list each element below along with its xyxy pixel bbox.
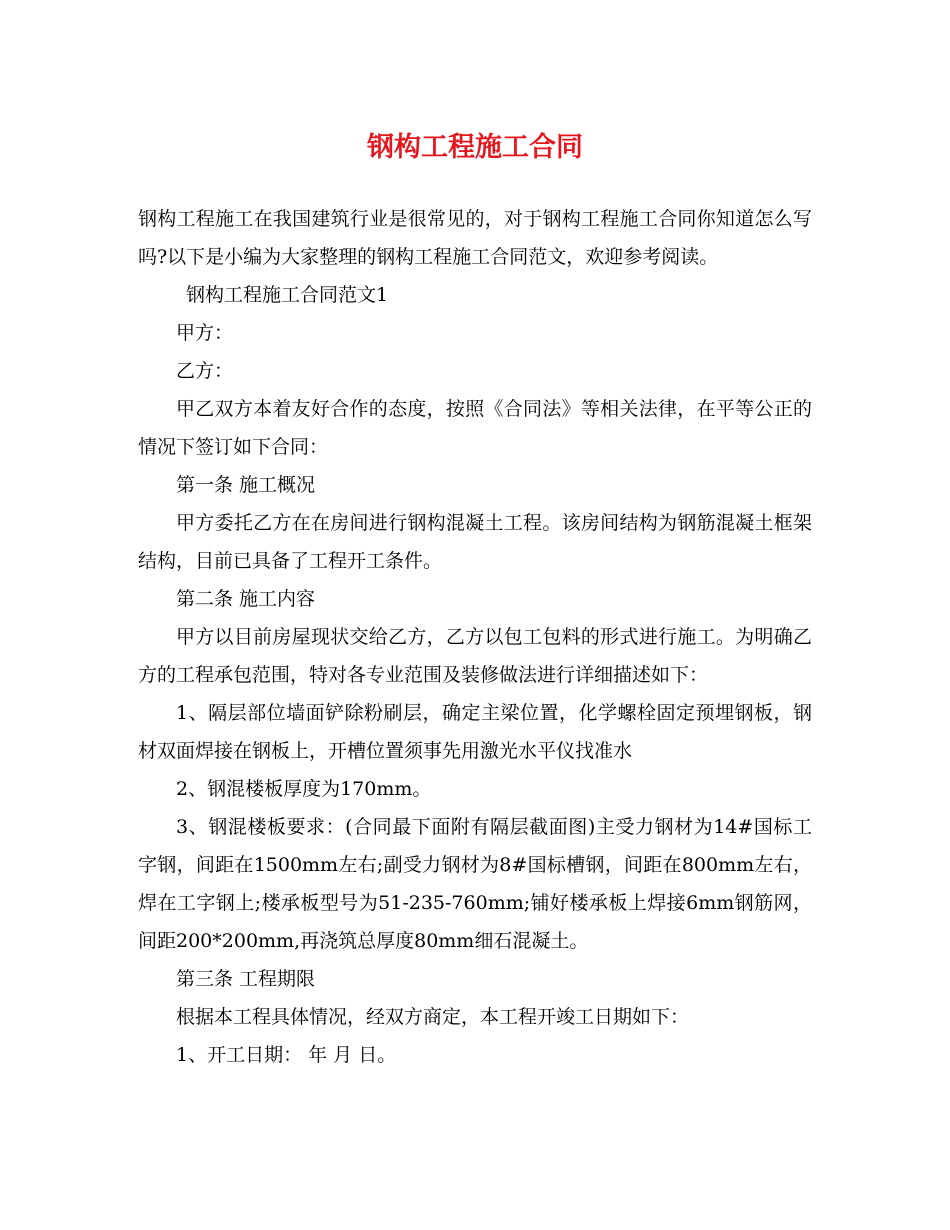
- preamble-paragraph: 甲乙双方本着友好合作的态度，按照《合同法》等相关法律，在平等公正的情况下签订如下合同：: [138, 398, 812, 458]
- clause-2-1: 1、隔层部位墙面铲除粉刷层，确定主梁位置，化学螺栓固定预埋钢板，钢材双面焊接在钢板上，开槽位置须事先用激光水平仪找准水: [138, 702, 812, 762]
- document-title: 钢构工程施工合同: [367, 132, 583, 163]
- article-2-heading: 第二条 施工内容: [176, 588, 316, 610]
- article-3-paragraph: 根据本工程具体情况，经双方商定，本工程开竣工日期如下：: [176, 1006, 690, 1028]
- party-a-label: 甲方：: [176, 322, 234, 344]
- clause-2-3: 3、钢混楼板要求：(合同最下面附有隔层截面图)主受力钢材为14#国标工字钢，间距在1500mm左右;副受力钢材为8#国标槽钢，间距在800mm左右，焊在工字钢上;楼承板型号为51-235-760mm;铺好楼承板上焊接6mm钢筋网，间距200*200mm,再浇筑总厚度80mm细石混凝土。: [138, 816, 812, 952]
- sample-heading: 钢构工程施工合同范文1: [186, 284, 389, 306]
- clause-2-2: 2、钢混楼板厚度为170mm。: [176, 778, 432, 800]
- article-2-paragraph: 甲方以目前房屋现状交给乙方，乙方以包工包料的形式进行施工。为明确乙方的工程承包范围，特对各专业范围及装修做法进行详细描述如下：: [138, 626, 812, 686]
- document-body: [138, 200, 812, 1074]
- article-1-paragraph: 甲方委托乙方在在房间进行钢构混凝土工程。该房间结构为钢筋混凝土框架结构，目前已具备了工程开工条件。: [138, 512, 812, 572]
- article-3-heading: 第三条 工程期限: [176, 968, 316, 990]
- intro-paragraph: 钢构工程施工在我国建筑行业是很常见的，对于钢构工程施工合同你知道怎么写吗?以下是小编为大家整理的钢构工程施工合同范文，欢迎参考阅读。: [138, 208, 812, 268]
- article-1-heading: 第一条 施工概况: [176, 474, 316, 496]
- party-b-label: 乙方：: [176, 360, 234, 382]
- clause-3-1: 1、开工日期： 年 月 日。: [176, 1044, 397, 1066]
